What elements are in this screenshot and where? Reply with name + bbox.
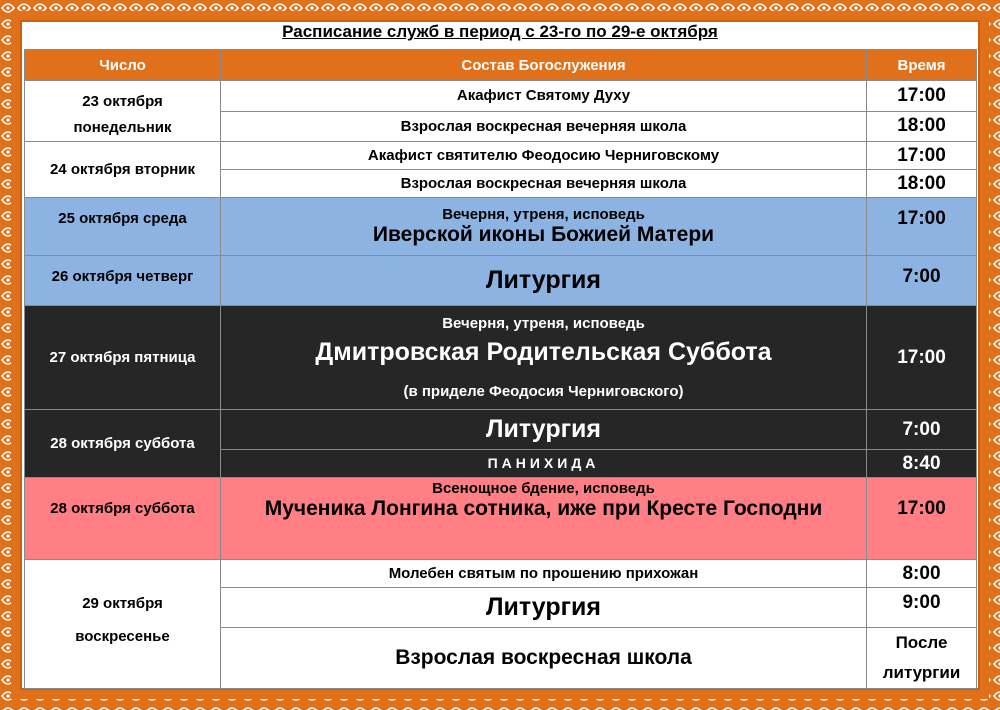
service-cell <box>221 306 867 410</box>
date-cell <box>25 560 221 689</box>
date-cell: 26 октября четверг <box>25 256 221 306</box>
service-feast: Иверской иконы Божией Матери <box>372 223 715 246</box>
time-cell: 8:00 <box>867 560 977 588</box>
date-cell: 27 октября пятница <box>25 306 221 410</box>
service-cell: Акафист Святому Духу <box>221 81 867 112</box>
service-feast: Дмитровская Родительская Суббота <box>315 338 772 366</box>
date-line: 29 октября <box>82 595 163 612</box>
service-cell: Молебен святым по прошению прихожан <box>221 560 867 588</box>
header-service: Состав Богослужения <box>221 50 867 81</box>
time-cell: 8:40 <box>867 450 977 478</box>
table-row <box>25 306 977 410</box>
time-cell: 7:00 <box>867 410 977 450</box>
date-line: 23 октября <box>82 93 163 110</box>
service-cell <box>221 478 867 560</box>
time-line: После <box>895 633 948 652</box>
page-title: Расписание служб в период с 23-го по 29-е октября <box>282 22 718 41</box>
schedule-table <box>24 49 977 689</box>
date-cell: 24 октября вторник <box>25 142 221 198</box>
service-cell <box>221 588 867 628</box>
service-cell: Взрослая воскресная вечерняя школа <box>221 170 867 198</box>
time-cell: 9:00 <box>867 588 977 628</box>
time-cell: 17:00 <box>867 81 977 112</box>
service-cell: Взрослая воскресная вечерняя школа <box>221 111 867 142</box>
service-feast: Мученика Лонгина сотника, иже при Кресте Господни <box>264 497 823 520</box>
time-cell: 17:00 <box>867 142 977 170</box>
header-date: Число <box>25 50 221 81</box>
service-liturgy: Литургия <box>486 593 601 621</box>
table-row <box>25 81 977 112</box>
weekday-line: понедельник <box>73 119 172 136</box>
service-cell: Акафист святителю Феодосию Черниговскому <box>221 142 867 170</box>
service-line: Всенощное бдение, исповедь <box>432 480 655 497</box>
service-cell <box>221 450 867 478</box>
service-panikhida: ПАНИХИДА <box>487 455 600 471</box>
service-cell <box>221 410 867 450</box>
table-row <box>25 560 977 588</box>
weekday-line: воскресенье <box>75 628 170 645</box>
table-row <box>25 478 977 560</box>
table-row <box>25 410 977 450</box>
time-cell: 17:00 <box>867 478 977 560</box>
header-time: Время <box>867 50 977 81</box>
service-cell <box>221 256 867 306</box>
table-header <box>25 50 977 81</box>
time-cell: 7:00 <box>867 256 977 306</box>
service-cell <box>221 198 867 256</box>
table-row <box>25 198 977 256</box>
time-cell: 18:00 <box>867 111 977 142</box>
service-cell <box>221 628 867 689</box>
time-line: литургии <box>882 663 961 682</box>
service-line: Вечерня, утреня, исповедь <box>442 315 645 332</box>
time-cell: 17:00 <box>867 198 977 256</box>
date-cell: 28 октября суббота <box>25 410 221 478</box>
service-school: Взрослая воскресная школа <box>395 646 692 669</box>
time-cell: 17:00 <box>867 306 977 410</box>
service-liturgy: Литургия <box>486 415 601 443</box>
date-cell: 25 октября среда <box>25 198 221 256</box>
date-cell <box>25 81 221 142</box>
time-cell <box>867 628 977 689</box>
date-cell: 28 октября суббота <box>25 478 221 560</box>
table-row <box>25 256 977 306</box>
service-liturgy: Литургия <box>486 266 601 294</box>
time-cell: 18:00 <box>867 170 977 198</box>
service-note: (в приделе Феодосия Черниговского) <box>403 383 684 400</box>
table-row <box>25 142 977 170</box>
service-line: Вечерня, утреня, исповедь <box>442 206 645 223</box>
